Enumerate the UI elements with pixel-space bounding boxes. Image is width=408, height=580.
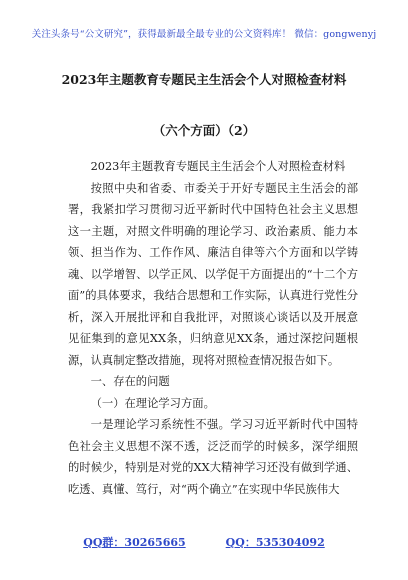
body-paragraph-heading: 2023年主题教育专题民主生活会个人对照检查材料: [90, 160, 346, 173]
header-promo-note: 关注头条号“公文研究”，获得最新最全最专业的公文资料库！ 微信：gongwenyj: [31, 29, 377, 40]
section-heading-problems: 一、存在的问题: [90, 375, 170, 388]
body-paragraph-intro: 按照中央和省委、市委关于开好专题民主生活会的部署，我紧扣学习贯彻习近平新时代中国特色社会主义思想这一主题，对照文件明确的理论学习、政治素质、能力本领、担当作为、工作作风、廉洁自律等六个方面和以学铸魂、以学增智、以学正风、以学促干方面提出的“十二个方面”的具体要求，我结合思想和工作实际，认真进行党性分析，深入开展批评和自我批评，对照谈心谈话以及开展意见征集到的意见XX条，归纳意见XX条，通过深挖问题根源，认真制定整改措施，现将对照检查情况报告如下。: [68, 181, 358, 367]
document-subtitle: （六个方面）（2）: [152, 123, 256, 138]
qq-number-link[interactable]: QQ：535304092: [225, 536, 325, 549]
document-body: [68, 156, 358, 500]
subsection-heading-theory: （一）在理论学习方面。: [90, 396, 215, 410]
document-title: 2023年主题教育专题民主生活会个人对照检查材料: [61, 72, 347, 87]
footer-contacts: [0, 534, 408, 550]
qq-group-link[interactable]: QQ群：30265665: [83, 536, 186, 549]
body-paragraph-point-1: 一是理论学习系统性不强。学习习近平新时代中国特色社会主义思想不深不透，泛泛而学的时候多，深学细照的时候少，特别是对党的XX大精神学习还没有做到学通、吃透、真懂、笃行，对“两个确立”在实现中华民族伟大: [68, 418, 358, 496]
